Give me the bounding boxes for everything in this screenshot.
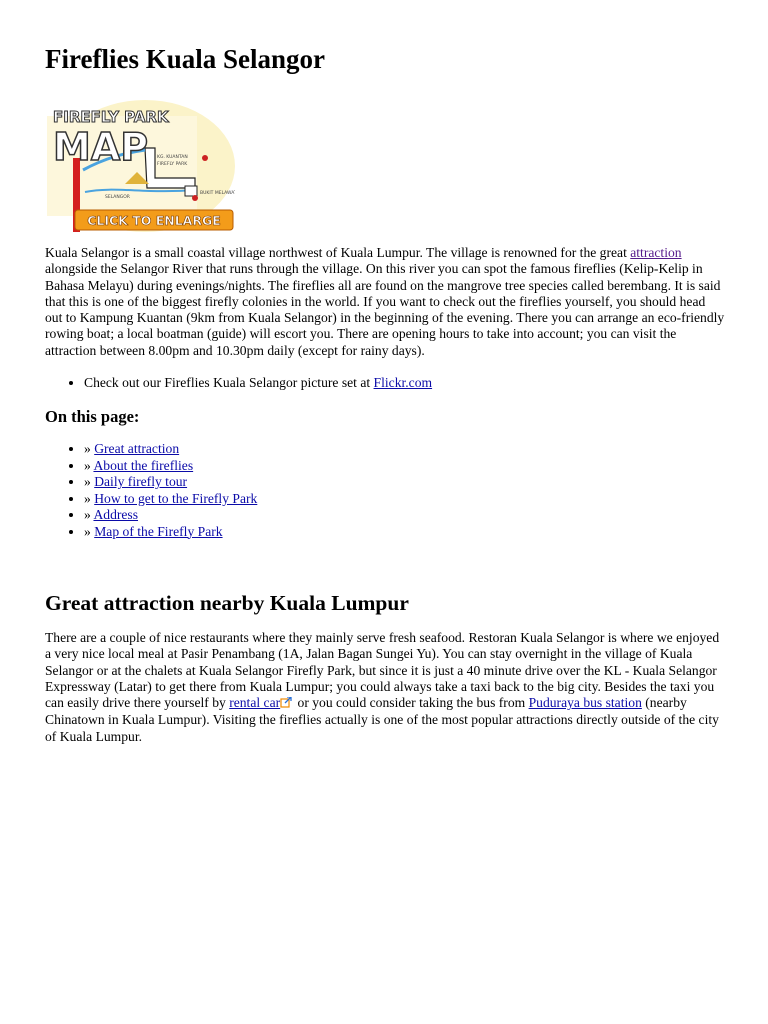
toc-link-daily-tour[interactable]: Daily firefly tour — [94, 474, 188, 490]
toc-item: • » How to get to the Firefly Park — [84, 491, 725, 507]
toc-link-how-to-get[interactable]: How to get to the Firefly Park — [94, 490, 258, 506]
svg-text:BUKIT MELAWATI: BUKIT MELAWATI — [200, 191, 235, 196]
toc-item: • » Great attraction — [84, 441, 725, 457]
toc-link-about-fireflies[interactable]: About the fireflies — [93, 457, 194, 473]
svg-text:MAP: MAP — [53, 125, 149, 169]
page-title: Fireflies Kuala Selangor — [45, 44, 325, 74]
toc-link-map[interactable]: Map of the Firefly Park — [94, 523, 223, 539]
toc-item: • » Address — [84, 507, 725, 523]
toc-item: • » Map of the Firefly Park — [84, 524, 725, 540]
great-attraction-paragraph: There are a couple of nice restaurants where they mainly serve fresh seafood. Restoran Kuala Selangor is where we enjoyed a very nice local meal at Pasir Penambang (1A, Jalan Bagan Sungei Yu). You can stay overnight in the village of Kuala Selangor or at the chalets at Kuala Selangor Firefly Park, but since it is just a 40 minute drive over the KL - Kuala Selangor Expressway (Latar) to get there from Kuala Lumpur; you could always take a taxi back to the big city. Besides the taxi you can easily drive there yourself by rental car or you could consider taking the bus from Puduraya bus station (nearby Chinatown in Kuala Lumpur). Visiting the fireflies actually is one of the most popular attractions directly outside of the city of Kuala Lumpur. — [45, 629, 720, 744]
on-this-page-heading: On this page: — [45, 407, 140, 427]
firefly-park-map-image[interactable] — [45, 98, 235, 234]
external-link-icon — [280, 696, 292, 712]
svg-text:KG. KUANTAN: KG. KUANTAN — [157, 155, 188, 160]
toc-item: • » About the fireflies — [84, 458, 725, 474]
section-heading-great-attraction: Great attraction nearby Kuala Lumpur — [45, 590, 409, 615]
rental-car-link[interactable]: rental car — [229, 695, 281, 711]
toc-link-great-attraction[interactable]: Great attraction — [94, 441, 180, 457]
article — [45, 40, 725, 745]
toc-item: • » Daily firefly tour — [84, 474, 725, 490]
toc-link-address[interactable]: Address — [93, 507, 139, 523]
map-graphic — [45, 98, 235, 234]
attraction-link[interactable]: attraction — [630, 245, 682, 260]
intro-paragraph: Kuala Selangor is a small coastal village northwest of Kuala Lumpur. The village is renowned for the great attraction alongside the Selangor River that runs through the village. On this river you can spot the famous fireflies (Kelip-Kelip in Bahasa Melayu) during evenings/nights. The fireflies all are found on the mangrove tree species called berembang. It is said that this is one of the biggest firefly colonies in the world. If you want to check out the fireflies yourself, you should head out to Kampung Kuantan (9km from Kuala Selangor) in the beginning of the evening. There you can arrange an eco-friendly rowing boat; a local boatman (guide) will escort you. There are opening hours to take into account; you can visit the attraction between 8.00pm and 10.30pm daily (except for rainy days). — [45, 245, 725, 358]
puduraya-bus-station-link[interactable]: Puduraya bus station — [528, 695, 642, 711]
click-to-enlarge-label: CLICK TO ENLARGE — [87, 213, 221, 228]
svg-text:FIREFLY PARK: FIREFLY PARK — [53, 108, 169, 126]
list-item: • Check out our Fireflies Kuala Selangor picture set at Flickr.com — [84, 375, 725, 391]
flickr-list — [45, 375, 725, 391]
svg-text:SELANGOR: SELANGOR — [105, 195, 130, 200]
on-this-page-list — [45, 441, 725, 539]
flickr-link[interactable]: Flickr.com — [373, 375, 433, 391]
svg-text:FIREFLY PARK: FIREFLY PARK — [157, 162, 188, 167]
